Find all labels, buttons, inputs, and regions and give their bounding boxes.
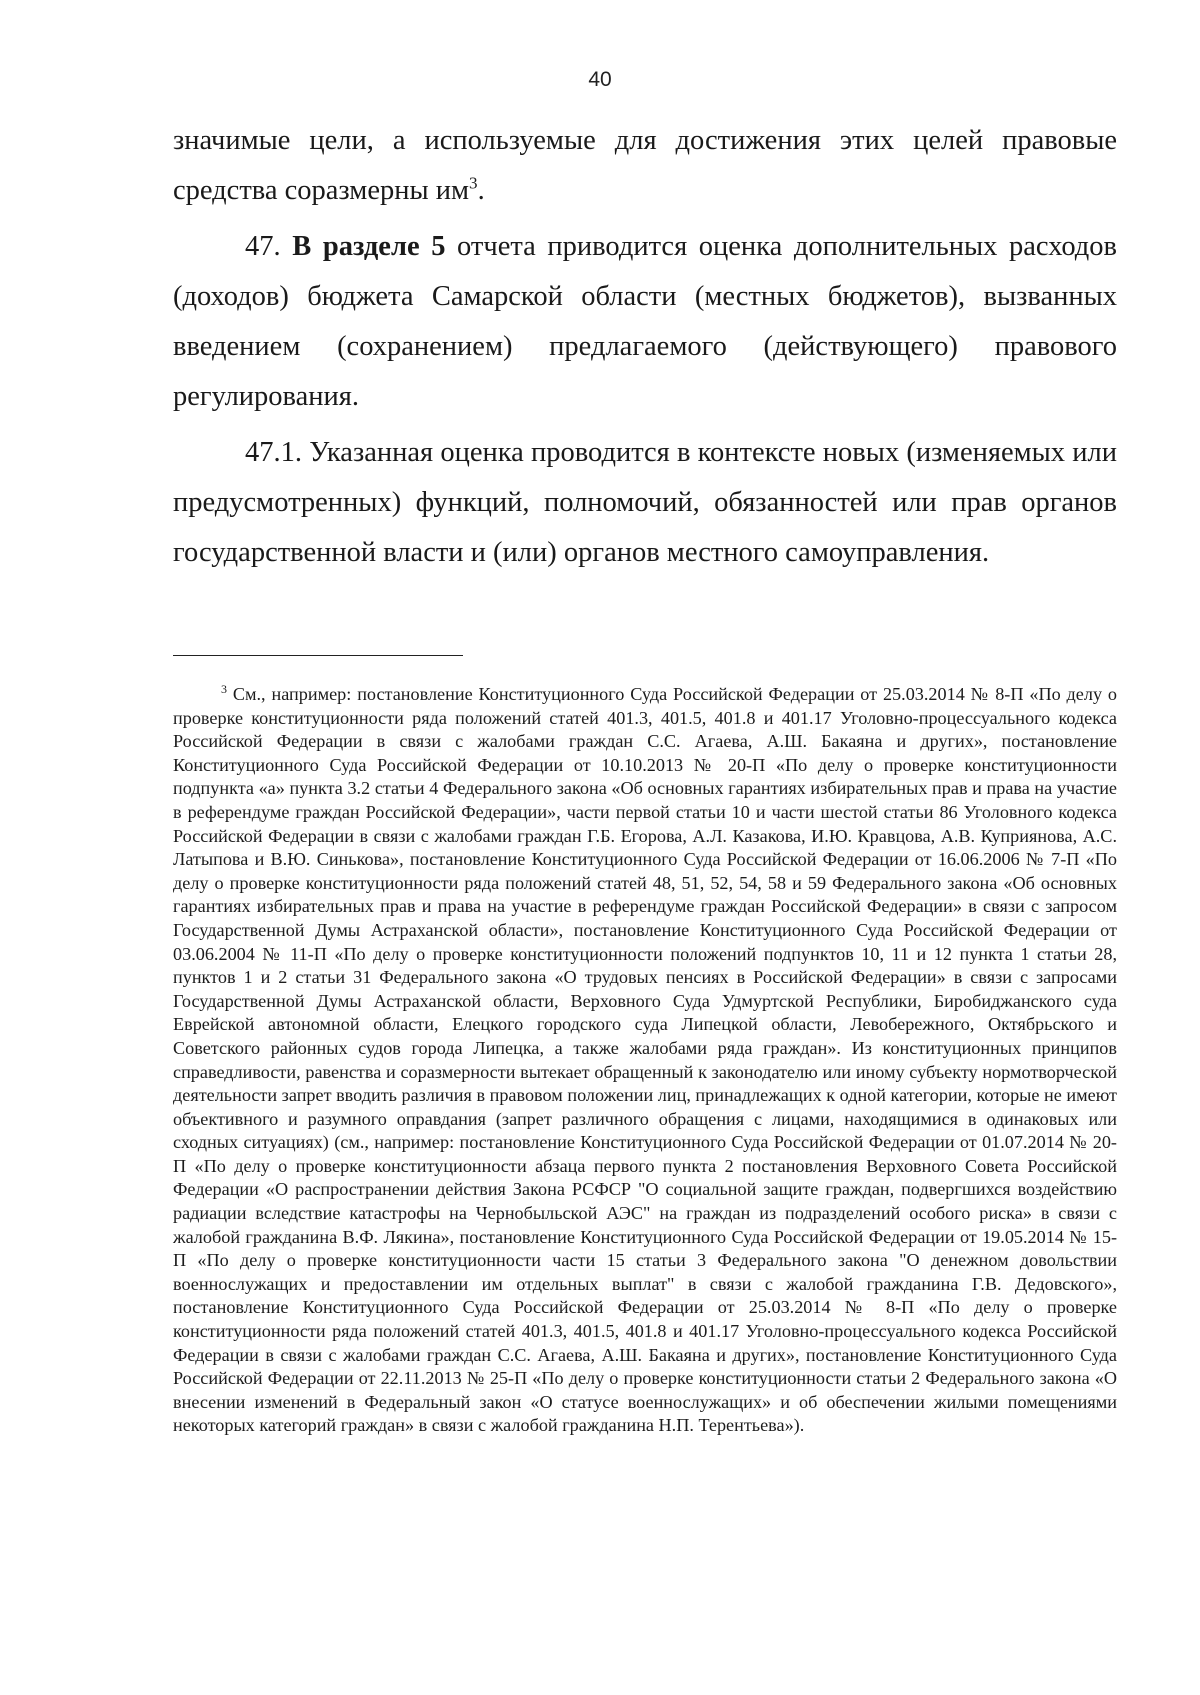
footnote-mark: 3 (221, 681, 227, 696)
continuation-text: значимые цели, а используемые для достижения этих целей правовые средства соразмерны им (173, 125, 1117, 206)
paragraph-47-bold-phrase: В разделе 5 (292, 231, 446, 262)
footnote-separator (173, 655, 463, 656)
paragraph-47-1: 47.1. Указанная оценка проводится в контексте новых (изменяемых или предусмотренных) функций, полномочий, обязанностей или прав органов государственной власти и (или) органов местного самоуправления. (173, 437, 1117, 568)
main-text (173, 116, 1117, 578)
paragraph-47-text: отчета приводится оценка дополнительных расходов (доходов) бюджета Самарской области (местных бюджетов), вызванных введением (сохранением) предлагаемого (действующего) правового регулирования. (173, 231, 1118, 412)
footnote-3 (173, 683, 1117, 1438)
continuation-paragraph (173, 116, 1117, 216)
footnote-reference[interactable]: 3 (469, 173, 478, 193)
page-number: 40 (588, 68, 612, 91)
paragraph-47-number: 47. (245, 231, 281, 262)
paragraph-47 (173, 222, 1117, 422)
footnote-text: См., например: постановление Конституционного Суда Российской Федерации от 25.03.2014 № 8-П «По делу о проверке конституционности ряда положений статей 401.3, 401.5, 401.8 и 401.17 Уголовно-процессуального кодекса Российской Федерации в связи с жалобами граждан С.С. Агаева, А.Ш. Бакаяна и других», постановление Конституционного Суда Российской Федерации от 10.10.2013 № 20-П «По делу о проверке конституционности подпункта «а» пункта 3.2 статьи 4 Федерального закона «Об основных гарантиях избирательных прав и права на участие в референдуме граждан Российской Федерации», части первой статьи 10 и части шестой статьи 86 Уголовного кодекса Российской Федерации в связи с жалобами граждан Г.Б. Егорова, А.Л. Казакова, И.Ю. Кравцова, А.В. Куприянова, А.С. Латыпова и В.Ю. Синькова», постановление Конституционного Суда Российской Федерации от 16.06.2006 № 7-П «По делу о проверке конституционности ряда положений статей 48, 51, 52, 54, 58 и 59 Федерального закона «Об основных гарантиях избирательных прав и права на участие в референдуме граждан Российской Федерации» в связи с запросом Государственной Думы Астраханской области», постановление Конституционного Суда Российской Федерации от 03.06.2004 № 11-П «По делу о проверке конституционности положений подпунктов 10, 11 и 12 пункта 1 статьи 28, пунктов 1 и 2 статьи 31 Федерального закона «О трудовых пенсиях в Российской Федерации» в связи с запросами Государственной Думы Астраханской области, Верховного Суда Удмуртской Республики, Биробиджанского суда Еврейской автономной области, Елецкого городского суда Липецкой области, Левобережного, Октябрьского и Советского районных судов города Липецка, а также жалобами ряда граждан». Из конституционных принципов справедливости, равенства и соразмерности вытекает обращенный к законодателю или иному субъекту нормотворческой деятельности запрет вводить различия в правовом положении лиц, принадлежащих к одной категории, которые не имеют объективного и разумного оправдания (запрет различного обращения с лицами, находящимися в одинаковых или сходных ситуациях) (см., например: постановление Конституционного Суда Российской Федерации от 01.07.2014 № 20-П «По делу о проверке конституционности абзаца первого пункта 2 постановления Верховного Совета Российской Федерации «О распространении действия Закона РСФСР "О социальной защите граждан, подвергшихся воздействию радиации вследствие катастрофы на Чернобыльской АЭС" на граждан из подразделений особого риска» в связи с жалобой гражданина В.Ф. Лякина», постановление Конституционного Суда Российской Федерации от 19.05.2014 № 15-П «По делу о проверке конституционности части 15 статьи 3 Федерального закона "О денежном довольствии военнослужащих и предоставлении им отдельных выплат" в связи с жалобой гражданина Г.В. Дедовского», постановление Конституционного Суда Российской Федерации от 25.03.2014 № 8-П «По делу о проверке конституционности ряда положений статей 401.3, 401.5, 401.8 и 401.17 Уголовно-процессуального кодекса Российской Федерации в связи с жалобами граждан С.С. Агаева, А.Ш. Бакаяна и других», постановление Конституционного Суда Российской Федерации от 22.11.2013 № 25-П «По делу о проверке конституционности статьи 2 Федерального закона «О внесении изменений в Федеральный закон «О статусе военнослужащих» и об обеспечении жилыми помещениями некоторых категорий граждан» в связи с жалобой гражданина Н.П. Терентьева»). (173, 684, 1118, 1436)
continuation-end: . (477, 175, 485, 206)
